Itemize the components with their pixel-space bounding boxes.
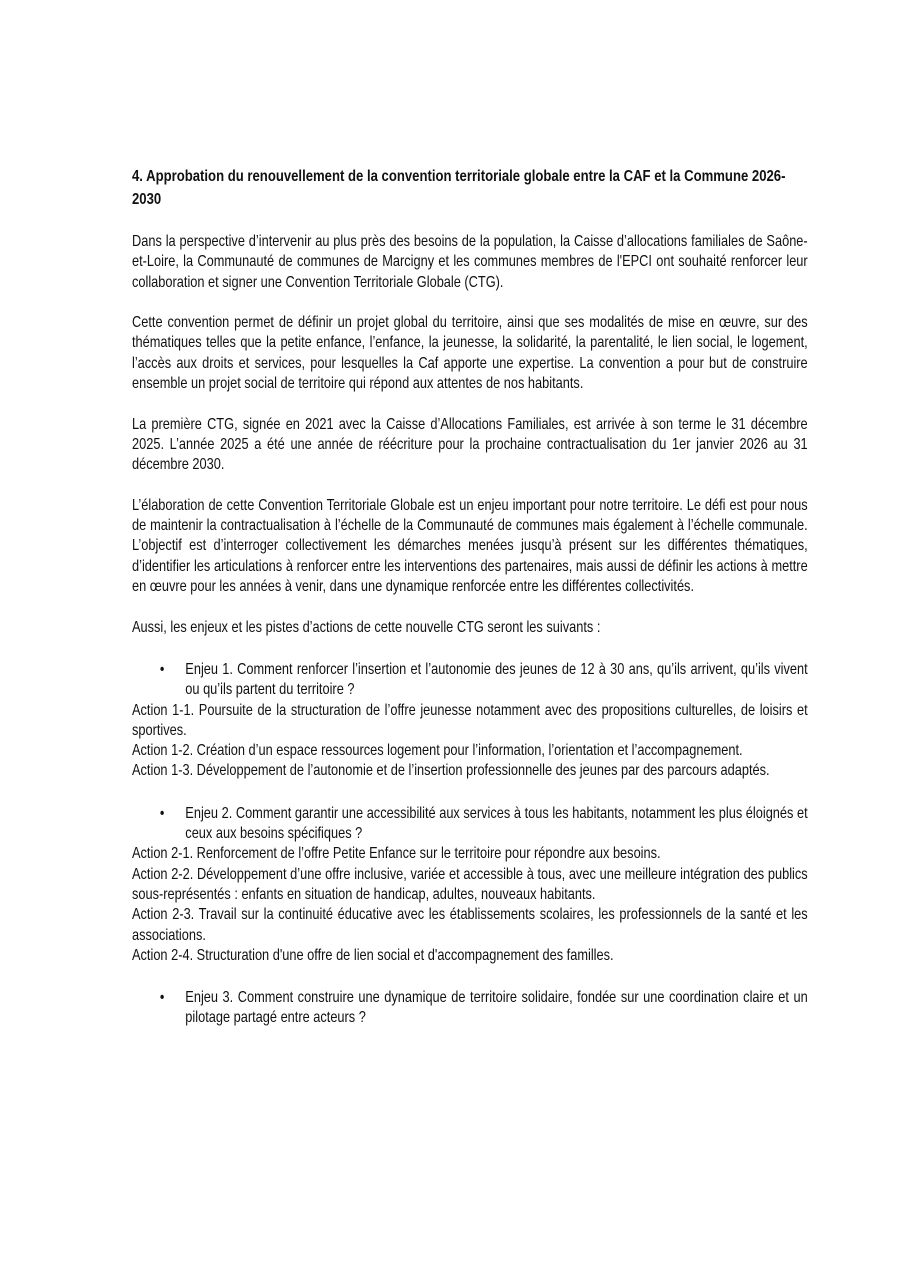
document-page [132, 165, 808, 1049]
bullet-icon: • [159, 660, 165, 678]
action-item: Action 2-3. Travail sur la continuité éducative avec les établissements scolaires, les professionnels de la santé et les associations. [132, 906, 808, 944]
bullet-icon: • [159, 989, 165, 1007]
enjeu-group [132, 988, 808, 1029]
paragraph: La première CTG, signée en 2021 avec la Caisse d’Allocations Familiales, est arrivée à son terme le 31 décembre 2025. L’année 2025 a été une année de réécriture pour la prochaine contractualisation du 1er janvier 2026 au 31 décembre 2030. [132, 415, 808, 474]
action-item: Action 1-1. Poursuite de la structuration de l’offre jeunesse notamment avec des propositions culturelles, de loisirs et sportives. [132, 701, 808, 739]
action-item: Action 2-4. Structuration d'une offre de lien social et d'accompagnement des familles. [132, 946, 614, 964]
paragraph: L’élaboration de cette Convention Territoriale Globale est un enjeu important pour notre territoire. Le défi est pour nous de maintenir la contractualisation à l’échelle de la Communauté de communes mais également à l’échelle communale. L’objectif est d’interroger collectivement les démarches menées jusqu’à présent sur les différentes thématiques, d’identifier les articulations à renforcer entre les interventions des partenaires, mais aussi de définir les actions à mettre en œuvre pour les années à venir, dans une dynamique renforcée entre les différentes collectivités. [132, 496, 808, 596]
enjeu-item [132, 804, 808, 845]
enjeu-text: Enjeu 3. Comment construire une dynamique de territoire solidaire, fondée sur une coordination claire et un pilotage partagé entre acteurs ? [185, 989, 808, 1027]
action-item: Action 2-1. Renforcement de l’offre Petite Enfance sur le territoire pour répondre aux besoins. [132, 845, 661, 863]
enjeu-group [132, 804, 808, 966]
enjeu-item [132, 988, 808, 1029]
action-item: Action 1-3. Développement de l’autonomie et de l’insertion professionnelle des jeunes par des parcours adaptés. [132, 762, 770, 780]
action-item: Action 1-2. Création d’un espace ressources logement pour l’information, l’orientation et l’accompagnement. [132, 742, 743, 760]
enjeu-text: Enjeu 1. Comment renforcer l’insertion et l’autonomie des jeunes de 12 à 30 ans, qu’ils arrivent, qu’ils vivent ou qu’ils partent du territoire ? [185, 660, 808, 699]
paragraph: Dans la perspective d’intervenir au plus près des besoins de la population, la Caisse d’allocations familiales de Saône-et-Loire, la Communauté de communes de Marcigny et les communes membres de l'EPCI ont souhaité renforcer leur collaboration et signer une Convention Territoriale Globale (CTG). [132, 233, 808, 291]
paragraph: Aussi, les enjeux et les pistes d’actions de cette nouvelle CTG seront les suivants : [132, 618, 601, 636]
paragraph: Cette convention permet de définir un projet global du territoire, ainsi que ses modalités de mise en œuvre, sur des thématiques telles que la petite enfance, l’enfance, la jeunesse, la solidarité, la parentalité, le lien social, le logement, l’accès aux droits et services, pour lesquelles la Caf apporte une expertise. La convention a pour but de construire ensemble un projet social de territoire qui répond aux attentes de nos habitants. [132, 314, 808, 393]
enjeu-item [132, 660, 808, 701]
enjeu-group [132, 660, 808, 782]
bullet-icon: • [159, 804, 165, 822]
action-item: Action 2-2. Développement d’une offre inclusive, variée et accessible à tous, avec une meilleure intégration des publics sous-représentés : enfants en situation de handicap, adultes, nouveaux habitants. [132, 865, 808, 903]
section-title: 4. Approbation du renouvellement de la convention territoriale globale entre la CAF et la Commune 2026-2030 [132, 168, 786, 208]
enjeu-text: Enjeu 2. Comment garantir une accessibilité aux services à tous les habitants, notamment les plus éloignés et ceux aux besoins spécifiques ? [185, 804, 808, 843]
